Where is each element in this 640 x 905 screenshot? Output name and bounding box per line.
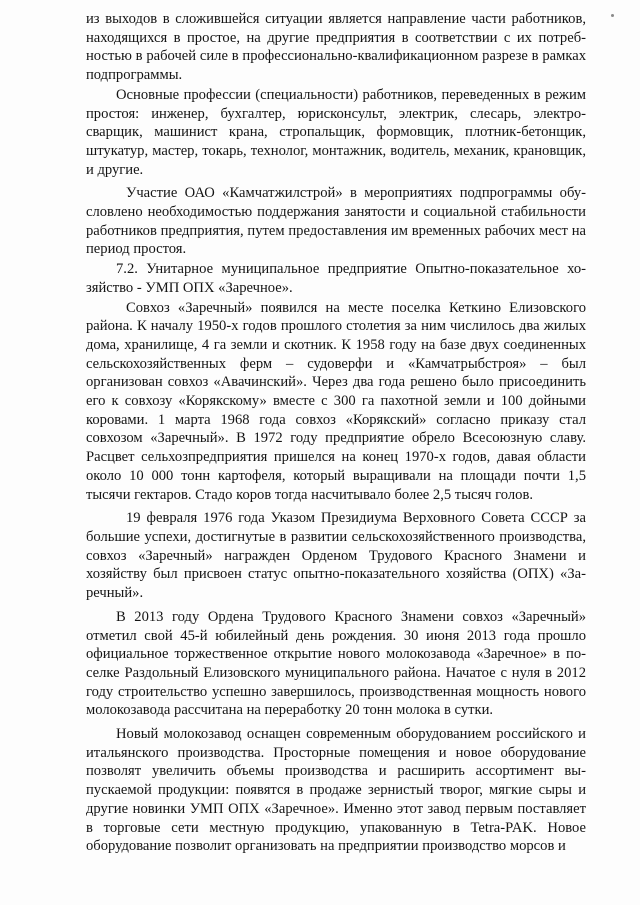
section-heading-7-2: 7.2. Унитарное муниципальное предприятие Опытно-показательное хозяйство - УМП ОПХ «Заречное». <box>86 261 586 296</box>
paragraph-sovkhoz-history: Совхоз «Заречный» появился на месте поселка Кеткино Елизовского района. К началу 1950-х годов прошлого столетия за ним числилось два жилых дома, хранилище, 4 га земли и скотник. К 1958 году на базе двух соединенных сельскохозяйственных ферм – судоверфи и «Камчатрыбстроя» – был организован совхоз «Авачинский». Через два года решено было присоединить его к совхозу «Корякскому» вместе с 300 га пахотной земли и 100 дойными коровами. 1 марта 1968 года совхоз «Корякский» согласно приказу стал совхозом «Заречный». В 1972 году предприятие обрело Всесоюзную славу. Расцвет сельхозпредприятия пришелся на конец 1970-х годов, давая области около 10 000 тонн картофеля, который выращивали на площади почти 1,5 тысячи гектаров. Стадо коров тогда насчитывало более 2,5 тысяч голов. <box>86 299 586 503</box>
paragraph-dairy-opening: В 2013 году Ордена Трудового Красного Знамени совхоз «Заречный» отметил свой 45-й юбилейный день рождения. 30 июня 2013 года прошло официальное торжественное открытие нового молокозавода «Заречное» в поселке Раздольный Елизовского муниципального района. Начатое с нуля в 2012 году строительство успешно завершилось, производственная мощность нового молокозавода рассчитана на переработку 20 тонн молока в сутки. <box>86 608 586 719</box>
paragraph-order-award: 19 февраля 1976 года Указом Президиума Верховного Совета СССР за большие успехи, достигнутые в развитии сельскохозяйственного производства, совхоз «Заречный» награжден Орденом Трудового Красного Знамени и хозяйству был присвоен статус опытно-показательного хозяйства (ОПХ) «Заречный». <box>86 510 586 602</box>
paragraph-professions: Основные профессии (специальности) работников, переведенных в режим простоя: инженер, бухгалтер, юрисконсульт, электрик, слесарь, электросварщик, машинист крана, стропальщик, формовщик, плотник-бетонщик, штукатур, мастер, токарь, технолог, монтажник, водитель, механик, крановщик, и другие. <box>86 86 586 178</box>
scan-speck <box>611 14 614 17</box>
paragraph-kamchatzhilstroy: Участие ОАО «Камчатжилстрой» в мероприятиях подпрограммы обусловлено необходимостью поддержания занятости и социальной стабильности работников предприятия, путем предоставления им временных рабочих мест на период простоя. <box>86 185 586 258</box>
paragraph-outplacement-intro: из выходов в сложившейся ситуации является направление части работников, находящихся в простое, на другие предприятия в соответствии с их потребностью в рабочей силе в профессионально-квалификационном разрезе в рамках подпрограммы. <box>86 11 586 84</box>
paragraph-new-equipment: Новый молокозавод оснащен современным оборудованием российского и итальянского производства. Просторные помещения и новое оборудование позволят увеличить объемы производства и расширить ассортимент выпускаемой продукции: появятся в продаже зернистый творог, мягкие сыры и другие новинки УМП ОПХ «Заречное». Именно этот завод первым поставляет в торговые сети местную продукцию, упакованную в Tetra-PAK. Новое оборудование позволит организовать на предприятии производство морсов и <box>86 726 586 855</box>
document-body <box>86 10 586 856</box>
